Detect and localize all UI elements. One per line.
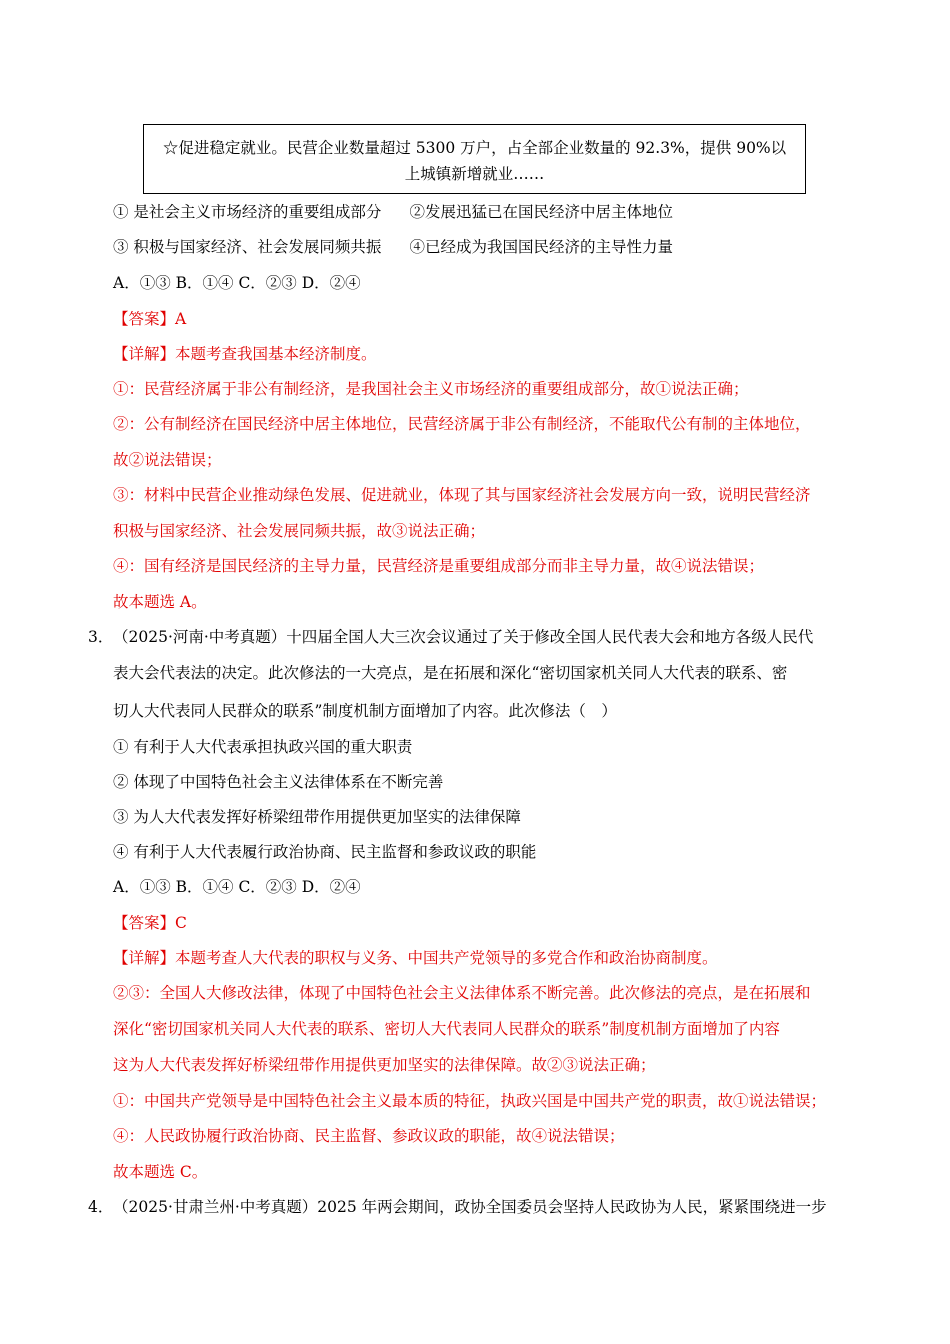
q2-detail: 【详解】本题考查我国基本经济制度。: [113, 345, 377, 363]
q3-number: 3．: [88, 628, 114, 646]
q4-stem-1: （2025·甘肃兰州·中考真题）2025 年两会期间，政协全国委员会坚持人民政协为人民，紧紧围绕进一步: [113, 1198, 827, 1216]
q3-choices: A．①③ B．①④ C．②③ D．②④: [113, 878, 361, 896]
q3-explanation-3: ④：人民政协履行政治协商、民主监督、参政议政的职能，故④说法错误；: [113, 1127, 625, 1145]
q3-conclusion: 故本题选 C。: [113, 1163, 208, 1181]
q2-explanation-3a: ③：材料中民营企业推动绿色发展、促进就业，体现了其与国家经济社会发展方向一致，说明民营经济: [113, 486, 811, 504]
q2-explanation-2a: ②：公有制经济在国民经济中居主体地位，民营经济属于非公有制经济，不能取代公有制的主体地位，: [113, 415, 811, 433]
q3-detail: 【详解】本题考查人大代表的职权与义务、中国共产党领导的多党合作和政治协商制度。: [113, 949, 718, 967]
q2-explanation-2b: 故②说法错误；: [113, 451, 222, 469]
q4-number: 4．: [88, 1198, 114, 1216]
q3-option-3: ③ 为人大代表发挥好桥梁纽带作用提供更加坚实的法律保障: [113, 808, 521, 826]
q2-option-4: ④已经成为我国国民经济的主导性力量: [409, 238, 673, 256]
material-line-2: 上城镇新增就业……: [404, 165, 545, 183]
q3-option-4: ④ 有利于人大代表履行政治协商、民主监督和参政议政的职能: [113, 843, 537, 861]
q3-explanation-2: ①：中国共产党领导是中国特色社会主义最本质的特征，执政兴国是中国共产党的职责，故①说法错误；: [113, 1092, 827, 1110]
q3-explanation-1c: 这为人大代表发挥好桥梁纽带作用提供更加坚实的法律保障。故②③说法正确；: [113, 1056, 656, 1074]
q3-stem-2: 表大会代表法的决定。此次修法的一大亮点，是在拓展和深化“密切国家机关同人大代表的联系、密: [113, 664, 788, 682]
q2-option-1: ① 是社会主义市场经济的重要组成部分: [113, 203, 382, 221]
q2-options-row-1: [113, 202, 673, 222]
q3-explanation-1b: 深化“密切国家机关同人大代表的联系、密切人大代表同人民群众的联系”制度机制方面增加了内容: [113, 1020, 780, 1038]
q2-explanation-1: ①：民营经济属于非公有制经济，是我国社会主义市场经济的重要组成部分，故①说法正确；: [113, 380, 749, 398]
q2-option-3: ③ 积极与国家经济、社会发展同频共振: [113, 238, 382, 256]
q2-option-2: ②发展迅猛已在国民经济中居主体地位: [409, 203, 673, 221]
q2-explanation-3b: 积极与国家经济、社会发展同频共振，故③说法正确；: [113, 522, 486, 540]
q3-option-2: ② 体现了中国特色社会主义法律体系在不断完善: [113, 773, 444, 791]
q3-stem-1: （2025·河南·中考真题）十四届全国人大三次会议通过了关于修改全国人民代表大会和地方各级人民代: [113, 628, 814, 646]
q2-conclusion: 故本题选 A。: [113, 593, 207, 611]
q2-explanation-4: ④：国有经济是国民经济的主导力量，民营经济是重要组成部分而非主导力量，故④说法错误；: [113, 557, 765, 575]
q3-stem-3: 切人大代表同人民群众的联系”制度机制方面增加了内容。此次修法（ ）: [113, 702, 617, 720]
q2-answer: 【答案】A: [113, 310, 187, 328]
q3-option-1: ① 有利于人大代表承担执政兴国的重大职责: [113, 738, 413, 756]
q2-options-row-2: [113, 237, 673, 257]
material-line-1: ☆促进稳定就业。民营企业数量超过 5300 万户，占全部企业数量的 92.3%，提供 90%以: [162, 139, 787, 157]
q3-explanation-1a: ②③：全国人大修改法律，体现了中国特色社会主义法律体系不断完善。此次修法的亮点，是在拓展和: [113, 984, 811, 1002]
q3-answer: 【答案】C: [113, 914, 187, 932]
material-box: [143, 124, 806, 194]
q2-choices: A．①③ B．①④ C．②③ D．②④: [113, 274, 361, 292]
